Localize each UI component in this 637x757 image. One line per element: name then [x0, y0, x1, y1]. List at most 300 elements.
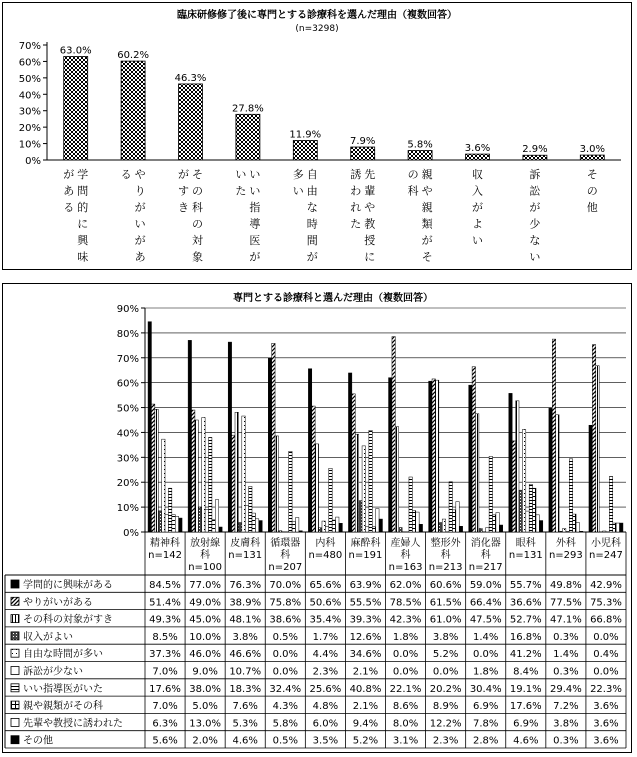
bar-s6-c1	[209, 437, 212, 532]
table-cell: 46.6%	[229, 649, 262, 661]
bar-s2-c3	[275, 436, 278, 532]
bar-5	[351, 147, 375, 160]
bar-8	[523, 155, 547, 160]
chart-panel-1	[2, 2, 632, 270]
bar-s5-c0	[165, 515, 168, 532]
table-cell: 5.6%	[152, 735, 178, 747]
bar-4	[293, 140, 317, 160]
bar-s5-c8	[486, 528, 489, 532]
bar-value-label: 60.2%	[117, 50, 149, 62]
table-cell: 66.8%	[590, 614, 622, 626]
bar-s3-c1	[198, 507, 201, 532]
table-cell: 45.0%	[189, 614, 222, 626]
bar-s2-c5	[355, 434, 358, 532]
bar-s7-c2	[252, 513, 255, 532]
table-cell: 6.9%	[513, 718, 539, 730]
bar-s5-c10	[566, 531, 569, 532]
bar-s6-c7	[449, 482, 452, 532]
bar-s2-c6	[395, 427, 398, 532]
bar-s6-c6	[409, 477, 412, 532]
chart-2-title: 専門とする診療科と選んだ理由（複数回答）	[233, 293, 433, 304]
table-cell: 30.4%	[469, 683, 502, 695]
legend-swatch-3	[11, 632, 19, 640]
bar-s1-c4	[312, 406, 315, 532]
bar-s0-c11	[589, 425, 592, 532]
bar-s6-c11	[609, 476, 612, 532]
table-cell: 9.0%	[192, 666, 218, 678]
table-cell: 0.0%	[473, 649, 499, 661]
table-cell: 19.1%	[509, 683, 542, 695]
table-cell: 47.5%	[469, 614, 502, 626]
bar-s3-c9	[519, 490, 522, 532]
bar-s1-c0	[151, 404, 154, 532]
x-category-n: n=247	[589, 550, 623, 561]
table-cell: 8.5%	[152, 631, 178, 643]
table-cell: 22.3%	[590, 683, 622, 695]
bar-s7-c10	[573, 514, 576, 532]
legend-swatch-1	[11, 597, 19, 605]
bar-s8-c5	[376, 509, 379, 532]
bar-s0-c5	[348, 373, 351, 532]
table-cell: 5.3%	[232, 718, 258, 730]
x-category-n: n=217	[468, 562, 503, 573]
bar-value-label: 2.9%	[522, 144, 548, 156]
bar-s8-c2	[255, 519, 258, 532]
x-category-n: n=191	[348, 550, 383, 561]
chart-1	[3, 3, 631, 269]
bar-s9-c2	[259, 521, 262, 532]
bar-s0-c7	[429, 381, 432, 532]
table-cell: 34.6%	[349, 649, 382, 661]
x-category-label: 麻酔科	[350, 538, 381, 549]
table-cell: 75.8%	[269, 597, 302, 609]
bar-s0-c10	[549, 408, 552, 532]
table-cell: 5.2%	[352, 735, 379, 747]
table-cell: 42.3%	[389, 614, 422, 626]
x-category-label: 眼科	[515, 538, 536, 549]
bar-s5-c9	[526, 511, 529, 532]
table-cell: 38.0%	[189, 683, 222, 695]
table-cell: 55.5%	[349, 597, 382, 609]
table-cell: 42.9%	[590, 580, 622, 591]
legend-label: 学問的に興味がある	[23, 580, 113, 591]
table-cell: 0.5%	[272, 631, 298, 643]
bar-s1-c2	[232, 435, 235, 532]
bar-s2-c11	[596, 366, 599, 532]
table-cell: 49.3%	[149, 614, 181, 626]
bar-s0-c3	[268, 358, 271, 532]
bar-s9-c10	[579, 531, 582, 532]
bar-value-label: 11.9%	[289, 129, 322, 141]
bar-s4-c9	[522, 429, 525, 532]
table-cell: 40.8%	[349, 683, 382, 695]
bar-s3-c7	[439, 523, 442, 532]
table-cell: 63.9%	[349, 580, 382, 591]
x-category-label: 精神科	[150, 538, 181, 549]
table-cell: 8.6%	[392, 701, 419, 713]
legend-swatch-5	[11, 667, 19, 675]
bar-s6-c4	[329, 468, 332, 532]
legend-label: 訴訟が少ない	[23, 666, 83, 678]
bar-s1-c9	[512, 441, 515, 532]
bar-s9-c0	[179, 518, 182, 532]
bar-s8-c7	[456, 502, 459, 532]
bar-s8-c6	[416, 512, 419, 532]
table-cell: 16.8%	[509, 631, 542, 643]
table-cell: 0.4%	[593, 649, 619, 661]
table-cell: 1.4%	[473, 631, 499, 643]
table-cell: 66.4%	[469, 597, 502, 609]
table-cell: 7.2%	[553, 701, 579, 713]
bar-s9-c11	[620, 523, 623, 532]
table-cell: 12.2%	[429, 718, 462, 730]
table-cell: 22.1%	[389, 683, 422, 695]
bar-s0-c0	[148, 322, 151, 532]
x-category-label: 整形外科	[430, 538, 461, 561]
bar-s2-c0	[155, 409, 158, 532]
table-cell: 0.0%	[392, 649, 419, 661]
table-cell: 0.0%	[272, 649, 298, 661]
bar-s6-c2	[249, 486, 252, 532]
table-cell: 35.4%	[309, 614, 342, 626]
bar-s0-c9	[509, 393, 512, 532]
x-category-n: n=163	[388, 562, 423, 573]
bar-s8-c11	[616, 523, 619, 532]
bar-s8-c0	[175, 516, 178, 532]
table-cell: 51.4%	[149, 597, 181, 609]
table-cell: 12.6%	[349, 631, 382, 643]
bar-s4-c0	[162, 439, 165, 532]
chart-1-subtitle: (n=3298)	[295, 24, 339, 34]
x-category-label: 自由な時間が多い	[292, 168, 318, 264]
bar-s6-c8	[489, 456, 492, 532]
bar-s3-c6	[399, 528, 402, 532]
bar-s7-c0	[172, 515, 175, 532]
bar-s0-c4	[308, 369, 311, 532]
bar-s9-c6	[419, 524, 422, 532]
y-tick-label: 40%	[18, 90, 41, 102]
y-tick-label: 70%	[116, 353, 139, 365]
table-cell: 6.9%	[473, 701, 499, 713]
x-category-label: 放射線科	[190, 538, 221, 561]
table-cell: 37.3%	[149, 649, 181, 661]
bar-value-label: 63.0%	[59, 45, 92, 57]
bar-s7-c1	[212, 520, 215, 532]
table-cell: 3.1%	[392, 735, 419, 747]
y-tick-label: 70%	[18, 41, 41, 52]
table-cell: 1.8%	[473, 666, 499, 678]
bar-s2-c7	[435, 380, 438, 532]
bar-s4-c1	[202, 418, 205, 532]
bar-9	[580, 155, 604, 160]
bar-s8-c3	[295, 518, 298, 532]
table-cell: 70.0%	[269, 580, 302, 591]
table-cell: 2.8%	[473, 735, 499, 747]
table-cell: 3.8%	[432, 631, 459, 643]
table-cell: 17.6%	[149, 683, 181, 695]
bar-s3-c10	[559, 531, 562, 532]
bar-s7-c7	[452, 510, 455, 532]
x-category-n: n=142	[148, 550, 182, 561]
bar-6	[408, 150, 432, 160]
legend-swatch-7	[11, 701, 19, 709]
table-cell: 13.0%	[189, 718, 222, 730]
bar-s1-c6	[392, 337, 395, 532]
table-cell: 8.0%	[392, 718, 419, 730]
x-category-label: 皮膚科	[230, 538, 261, 549]
bar-value-label: 3.6%	[464, 143, 491, 155]
bar-s2-c9	[516, 401, 519, 532]
x-category-label: 産婦人科	[390, 538, 421, 561]
bar-s9-c7	[459, 526, 462, 532]
table-cell: 36.6%	[509, 597, 542, 609]
x-category-n: n=131	[508, 550, 543, 561]
bar-s8-c9	[536, 515, 539, 532]
table-cell: 1.4%	[553, 649, 579, 661]
table-cell: 75.3%	[590, 597, 622, 609]
table-cell: 20.2%	[429, 683, 462, 695]
bar-s0-c2	[228, 342, 231, 532]
table-cell: 77.5%	[549, 597, 582, 609]
legend-swatch-6	[11, 684, 19, 692]
table-cell: 0.5%	[272, 735, 298, 747]
y-tick-label: 0%	[123, 528, 139, 539]
x-category-label: その科の対象がすき	[178, 168, 203, 264]
table-cell: 8.4%	[513, 666, 539, 678]
table-cell: 59.0%	[469, 580, 502, 591]
x-category-n: n=293	[548, 550, 583, 561]
x-category-label: 収入がよい	[472, 168, 483, 247]
x-category-label: 親や親類がその科	[407, 168, 433, 264]
bar-s3-c5	[359, 501, 362, 532]
table-cell: 41.2%	[509, 649, 542, 661]
x-category-n: n=207	[268, 562, 303, 573]
table-cell: 2.0%	[192, 735, 218, 747]
bar-0	[64, 57, 88, 161]
bar-s7-c8	[493, 515, 496, 532]
bar-s6-c9	[529, 484, 532, 532]
table-cell: 10.0%	[189, 631, 222, 643]
table-cell: 0.0%	[432, 666, 459, 678]
bar-s3-c4	[319, 528, 322, 532]
bar-1	[121, 61, 145, 160]
table-cell: 17.6%	[509, 701, 542, 713]
legend-label: 自由な時間が多い	[23, 649, 103, 661]
table-cell: 9.4%	[352, 718, 379, 730]
legend-label: その他	[23, 735, 53, 747]
bar-s4-c4	[322, 521, 325, 532]
bar-s0-c1	[188, 340, 191, 532]
table-cell: 4.4%	[312, 649, 339, 661]
x-category-label: その他	[586, 168, 598, 214]
bar-s3-c2	[238, 523, 241, 532]
bar-s3-c0	[158, 511, 161, 532]
table-cell: 61.5%	[429, 597, 462, 609]
legend-swatch-0	[11, 580, 19, 588]
bar-3	[236, 114, 260, 160]
table-cell: 0.3%	[553, 631, 579, 643]
table-cell: 0.3%	[553, 735, 579, 747]
bar-value-label: 46.3%	[174, 72, 207, 84]
table-cell: 78.5%	[389, 597, 422, 609]
legend-label: いい指導医がいた	[23, 683, 103, 695]
table-cell: 4.3%	[272, 701, 298, 713]
table-cell: 47.1%	[549, 614, 582, 626]
table-cell: 77.0%	[189, 580, 222, 591]
bar-s3-c8	[479, 529, 482, 532]
legend-swatch-8	[11, 718, 19, 726]
x-category-n: n=480	[308, 550, 343, 561]
bar-2	[179, 84, 203, 160]
bar-value-label: 5.8%	[407, 139, 433, 151]
x-category-label: 訴訟が少ない	[529, 168, 541, 264]
bar-s8-c10	[576, 523, 579, 532]
table-cell: 0.0%	[593, 631, 619, 643]
bar-s6-c3	[289, 451, 292, 532]
bar-s2-c4	[315, 444, 318, 532]
bar-s2-c8	[476, 414, 479, 532]
bar-s7-c6	[412, 511, 415, 532]
bar-s3-c3	[278, 531, 281, 532]
y-tick-label: 0%	[25, 156, 41, 167]
y-tick-label: 40%	[116, 428, 139, 440]
table-cell: 2.3%	[312, 666, 339, 678]
y-tick-label: 60%	[116, 378, 139, 390]
table-cell: 2.3%	[432, 735, 459, 747]
bar-s1-c1	[192, 410, 195, 532]
x-category-label: いい指導医がいた	[235, 168, 261, 264]
bar-value-label: 3.0%	[579, 144, 606, 156]
y-tick-label: 20%	[116, 478, 139, 490]
legend-label: 親や親類がその科	[23, 701, 103, 713]
legend-label: やりがいがある	[23, 597, 93, 609]
bar-7	[466, 154, 490, 160]
bar-value-label: 27.8%	[232, 103, 264, 115]
bar-s2-c2	[235, 412, 238, 532]
x-category-label: 学問的に興味がある	[63, 168, 89, 264]
table-cell: 5.0%	[192, 701, 218, 713]
x-category-n: n=100	[188, 562, 223, 573]
table-cell: 8.9%	[432, 701, 459, 713]
table-cell: 4.8%	[312, 701, 339, 713]
bar-s1-c11	[592, 345, 595, 532]
legend-label: その科の対象がすき	[23, 614, 113, 626]
bar-s6-c5	[369, 430, 372, 532]
legend-label: 収入がよい	[23, 631, 73, 643]
bar-s7-c9	[533, 488, 536, 532]
bar-value-label: 7.9%	[349, 136, 376, 148]
table-cell: 2.1%	[352, 701, 379, 713]
table-cell: 7.0%	[152, 701, 178, 713]
table-cell: 4.6%	[232, 735, 258, 747]
bar-s0-c6	[389, 378, 392, 532]
table-cell: 1.8%	[392, 631, 419, 643]
y-tick-label: 30%	[116, 453, 139, 465]
chart-1-title: 臨床研修修了後に専門とする診療科を選んだ理由（複数回答）	[177, 10, 457, 21]
table-cell: 3.6%	[593, 701, 619, 713]
bar-s1-c3	[272, 343, 275, 532]
legend-swatch-2	[11, 615, 19, 623]
y-tick-label: 90%	[116, 304, 139, 315]
table-cell: 49.8%	[549, 580, 582, 591]
table-cell: 5.8%	[272, 718, 298, 730]
table-cell: 3.8%	[553, 718, 579, 730]
table-cell: 0.3%	[553, 666, 579, 678]
bar-s6-c0	[168, 488, 171, 532]
table-cell: 3.8%	[232, 631, 258, 643]
legend-swatch-9	[11, 736, 19, 744]
chart-2	[3, 284, 631, 752]
x-category-label: 外科	[555, 538, 576, 549]
bar-s7-c3	[292, 521, 295, 532]
x-category-n: n=131	[228, 550, 263, 561]
chart-panel-2	[2, 283, 632, 753]
table-cell: 50.6%	[309, 597, 342, 609]
table-cell: 65.6%	[309, 580, 342, 591]
table-cell: 25.6%	[309, 683, 342, 695]
x-category-label: 小児科	[590, 538, 621, 549]
x-category-label: 消化器科	[470, 538, 501, 561]
table-cell: 84.5%	[149, 580, 181, 591]
bar-s4-c7	[442, 519, 445, 532]
bar-s1-c8	[472, 367, 475, 532]
table-cell: 60.6%	[429, 580, 462, 591]
bar-s1-c5	[352, 394, 355, 532]
table-cell: 7.0%	[152, 666, 178, 678]
y-tick-label: 50%	[116, 403, 139, 415]
bar-s4-c5	[362, 446, 365, 532]
table-cell: 39.3%	[349, 614, 382, 626]
table-cell: 3.6%	[593, 735, 619, 747]
table-cell: 61.0%	[429, 614, 462, 626]
bar-s8-c8	[496, 513, 499, 532]
table-cell: 38.9%	[229, 597, 262, 609]
y-tick-label: 10%	[18, 139, 41, 151]
bar-s5-c2	[245, 505, 248, 532]
bar-s5-c4	[325, 526, 328, 532]
table-cell: 0.0%	[272, 666, 298, 678]
bar-s9-c3	[299, 531, 302, 532]
x-category-label: やりがいがある	[120, 168, 146, 264]
table-cell: 1.7%	[312, 631, 339, 643]
y-tick-label: 60%	[18, 57, 41, 69]
table-cell: 32.4%	[269, 683, 302, 695]
table-cell: 46.0%	[189, 649, 222, 661]
bar-s7-c11	[613, 523, 616, 532]
table-cell: 38.6%	[269, 614, 302, 626]
table-cell: 5.2%	[432, 649, 459, 661]
table-cell: 2.1%	[352, 666, 379, 678]
table-cell: 7.8%	[473, 718, 499, 730]
table-cell: 0.0%	[392, 666, 419, 678]
bar-s2-c1	[195, 420, 198, 532]
y-tick-label: 50%	[18, 73, 41, 85]
table-cell: 6.0%	[312, 718, 339, 730]
table-cell: 0.0%	[593, 666, 619, 678]
table-cell: 4.6%	[513, 735, 539, 747]
bar-s1-c7	[432, 379, 435, 532]
bar-s8-c4	[336, 517, 339, 532]
x-category-label: 先輩や教授に誘われた	[350, 168, 376, 264]
bar-s9-c1	[219, 527, 222, 532]
table-cell: 18.3%	[229, 683, 262, 695]
bar-s7-c4	[332, 520, 335, 532]
bar-s9-c9	[539, 521, 542, 532]
table-cell: 49.0%	[189, 597, 222, 609]
table-cell: 29.4%	[549, 683, 582, 695]
bar-s6-c10	[569, 459, 572, 532]
bar-s9-c5	[379, 519, 382, 532]
